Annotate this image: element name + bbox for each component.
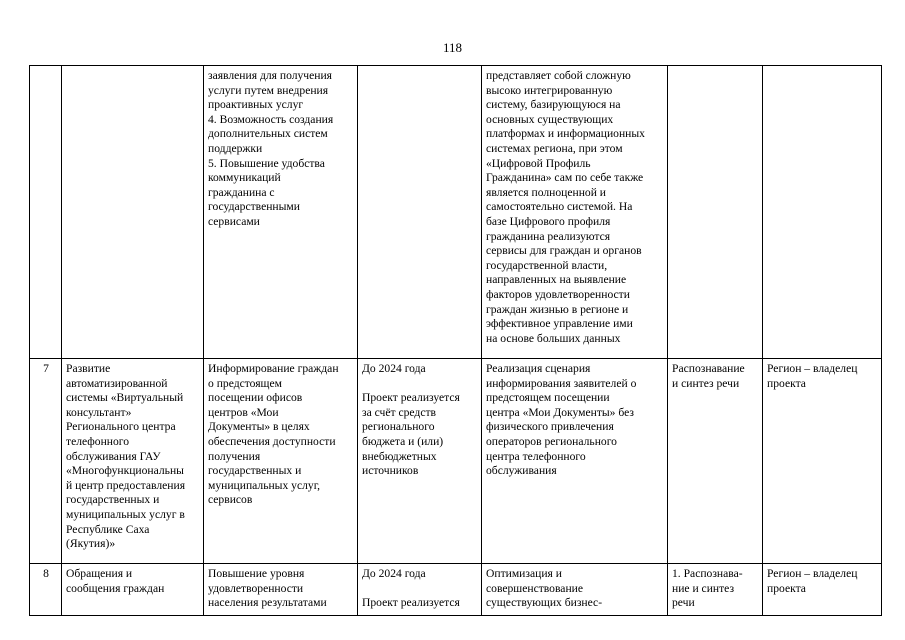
text-line: поддержки [208,141,263,155]
text-line: 5. Повышение удобства [208,156,325,170]
text-line: ние и синтез [672,581,735,595]
text-line: систему, базирующуюся на [486,98,621,112]
text-line: Реализация сценария [486,362,591,375]
cell-project-name [62,66,204,359]
cell-description [482,66,668,359]
text-line: консультант» [66,405,132,419]
text-line: государственных и [208,464,302,478]
text-line: муниципальных услуг в [66,507,185,521]
text-line: регионального [362,420,435,434]
text-line: направленных на выявление [486,273,627,287]
text-line: и синтез речи [672,376,740,390]
text-line: Информирование граждан [208,362,339,375]
text-line: проактивных услуг [208,98,304,112]
text-line: й центр предоставления [66,478,186,492]
text-line: Обращения и [66,567,133,580]
projects-table [29,65,882,616]
text-line: До 2024 года [362,362,426,375]
text-line: Республике Саха [66,522,150,536]
text-line: за счёт средств [362,405,437,419]
blank-line [362,377,478,392]
text-line: телефонного [66,434,130,448]
cell-project-name [62,359,204,564]
text-line: «Цифровой Профиль [486,156,591,170]
cell-number: 7 [30,359,62,564]
cell-term-funding [358,66,482,359]
text-line: государственными [208,200,300,214]
page-number: 118 [442,40,463,55]
cell-term-funding [358,359,482,564]
text-line: сервисы для граждан и органов [486,244,642,258]
text-line: Регион – владелец [767,362,858,375]
text-line: эффективное управление ими [486,317,633,331]
text-line: Документы» в целях [208,420,310,434]
text-line: речи [672,596,695,610]
text-line: платформах и информационных [486,127,645,141]
text-line: гражданина с [208,185,275,199]
cell-goals [204,359,358,564]
text-line: высоко интегрированную [486,83,613,97]
text-line: внебюджетных [362,449,437,463]
text-line: муниципальных услуг, [208,478,321,492]
text-line: проекта [767,581,806,595]
text-line: сообщения граждан [66,581,165,595]
cell-number [30,66,62,359]
text-line: бюджета и (или) [362,434,444,448]
text-line: представляет собой сложную [486,69,631,82]
text-line: Гражданина» сам по себе также [486,171,644,185]
text-line: дополнительных систем [208,127,328,141]
cell-description [482,564,668,616]
text-line: Регионального центра [66,420,176,434]
table-row [30,66,882,359]
text-line: информирования заявителей о [486,376,637,390]
text-line: коммуникаций [208,171,281,185]
text-line: До 2024 года [362,567,426,580]
cell-goals [204,66,358,359]
text-line: Оптимизация и [486,567,562,580]
text-line: центра телефонного [486,449,586,463]
text-line: системах региона, при этом [486,141,623,155]
text-line: получения [208,449,261,463]
text-line: на основе больших данных [486,331,621,345]
text-line: операторов регионального [486,434,617,448]
text-line: центров «Мои [208,405,279,419]
cell-technology [668,564,763,616]
text-line: Развитие [66,362,111,375]
text-line: обслуживания ГАУ [66,449,161,463]
text-line: совершенствование [486,581,583,595]
text-line: обслуживания [486,464,557,478]
text-line: основных существующих [486,112,614,126]
text-line: физического привлечения [486,420,614,434]
text-line: 1. Распознава- [672,567,743,580]
text-line: государственных и [66,493,160,507]
text-line: самостоятельно системой. На [486,200,633,214]
text-line: гражданина реализуются [486,229,611,243]
cell-owner [763,564,882,616]
text-line: Распознавание [672,362,745,375]
text-line: факторов удовлетворенности [486,287,630,301]
text-line: является полноценной и [486,185,607,199]
text-line: сервисами [208,214,260,228]
text-line: о предстоящем [208,376,282,390]
cell-number: 8 [30,564,62,616]
text-line: проекта [767,376,806,390]
text-line: сервисов [208,493,253,507]
text-line: Регион – владелец [767,567,858,580]
text-line: граждан жизнью в регионе и [486,302,629,316]
text-line: предстоящем посещении [486,391,610,405]
blank-line [362,582,478,597]
text-line: (Якутия)» [66,537,116,551]
text-line: 4. Возможность создания [208,112,334,126]
text-line: источников [362,464,419,478]
text-line: базе Цифрового профиля [486,214,611,228]
cell-term-funding [358,564,482,616]
text-line: удовлетворенности [208,581,304,595]
cell-technology [668,359,763,564]
cell-description [482,359,668,564]
cell-technology [668,66,763,359]
table-row [30,564,882,616]
text-line: населения результатами [208,596,327,610]
cell-owner [763,66,882,359]
text-line: системы «Виртуальный [66,391,184,405]
text-line: Повышение уровня [208,567,305,580]
text-line: Проект реализуется [362,596,460,610]
text-line: существующих бизнес- [486,596,603,610]
cell-goals [204,564,358,616]
text-line: услуги путем внедрения [208,83,329,97]
text-line: «Многофункциональны [66,464,184,478]
text-line: автоматизированной [66,376,168,390]
text-line: обеспечения доступности [208,434,336,448]
text-line: государственной власти, [486,258,608,272]
cell-project-name [62,564,204,616]
text-line: заявления для получения [208,69,333,82]
text-line: центра «Мои Документы» без [486,405,634,419]
text-line: посещении офисов [208,391,303,405]
cell-owner [763,359,882,564]
text-line: Проект реализуется [362,391,460,405]
table-row [30,359,882,564]
